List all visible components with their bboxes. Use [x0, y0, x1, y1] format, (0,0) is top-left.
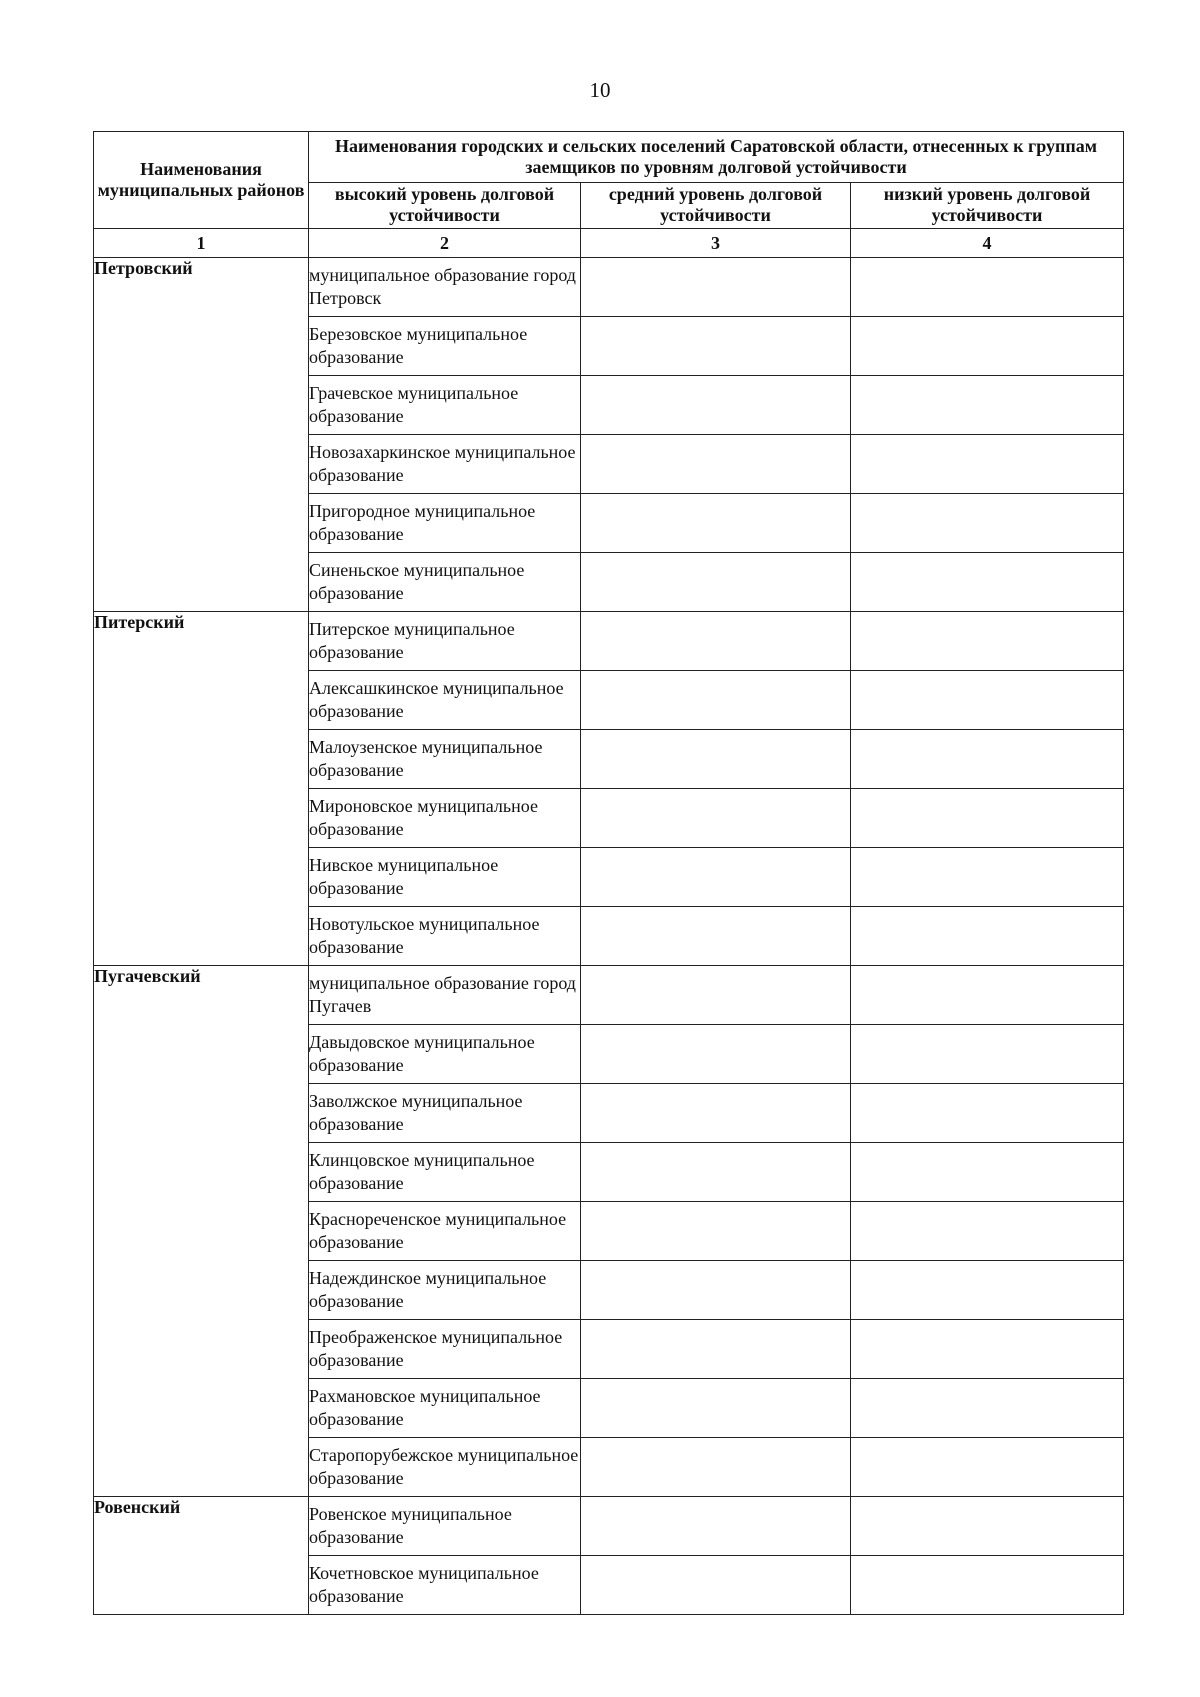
cell-low-level — [851, 1497, 1124, 1556]
cell-medium-level — [581, 907, 851, 966]
settlement-high-level: Новотульское муниципальное образование — [309, 907, 581, 966]
cell-low-level — [851, 789, 1124, 848]
cell-low-level — [851, 966, 1124, 1025]
cell-medium-level — [581, 848, 851, 907]
page-number: 10 — [589, 78, 611, 102]
header-column-number: 3 — [581, 229, 851, 258]
cell-medium-level — [581, 553, 851, 612]
settlement-high-level: Преображенское муниципальное образование — [309, 1320, 581, 1379]
cell-medium-level — [581, 1438, 851, 1497]
cell-medium-level — [581, 1084, 851, 1143]
cell-low-level — [851, 1084, 1124, 1143]
cell-medium-level — [581, 494, 851, 553]
cell-medium-level — [581, 1143, 851, 1202]
settlement-high-level: Малоузенское муниципальное образование — [309, 730, 581, 789]
cell-low-level — [851, 1202, 1124, 1261]
header-low-level: низкий уровень долговой устойчивости — [851, 182, 1124, 228]
settlement-high-level: Рахмановское муниципальное образование — [309, 1379, 581, 1438]
header-column-number: 4 — [851, 229, 1124, 258]
settlement-high-level: муниципальное образование город Пугачев — [309, 966, 581, 1025]
settlement-high-level: Новозахаркинское муниципальное образование — [309, 435, 581, 494]
cell-low-level — [851, 907, 1124, 966]
header-settlement-groups: Наименования городских и сельских поселений Саратовской области, отнесенных к группам заемщиков по уровням долговой устойчивости — [309, 132, 1124, 183]
cell-low-level — [851, 553, 1124, 612]
cell-low-level — [851, 435, 1124, 494]
district-name: Питерский — [94, 612, 309, 966]
settlement-high-level: Нивское муниципальное образование — [309, 848, 581, 907]
cell-low-level — [851, 494, 1124, 553]
settlement-high-level: Кочетновское муниципальное образование — [309, 1556, 581, 1615]
cell-low-level — [851, 1379, 1124, 1438]
cell-low-level — [851, 1143, 1124, 1202]
district-name: Пугачевский — [94, 966, 309, 1497]
header-districts: Наименования муниципальных районов — [94, 132, 309, 229]
table-body — [94, 258, 1124, 1615]
header-column-number: 2 — [309, 229, 581, 258]
cell-medium-level — [581, 789, 851, 848]
header-column-number: 1 — [94, 229, 309, 258]
cell-medium-level — [581, 376, 851, 435]
cell-medium-level — [581, 1202, 851, 1261]
cell-low-level — [851, 612, 1124, 671]
settlement-high-level: Мироновское муниципальное образование — [309, 789, 581, 848]
cell-medium-level — [581, 1497, 851, 1556]
cell-low-level — [851, 730, 1124, 789]
settlement-high-level: Старопорубежское муниципальное образование — [309, 1438, 581, 1497]
settlement-high-level: Надеждинское муниципальное образование — [309, 1261, 581, 1320]
cell-medium-level — [581, 1261, 851, 1320]
table-row — [94, 1497, 1124, 1556]
cell-low-level — [851, 258, 1124, 317]
settlement-high-level: Алексашкинское муниципальное образование — [309, 671, 581, 730]
district-name: Петровский — [94, 258, 309, 612]
cell-low-level — [851, 671, 1124, 730]
table-row — [94, 258, 1124, 317]
settlement-high-level: Синеньское муниципальное образование — [309, 553, 581, 612]
cell-low-level — [851, 317, 1124, 376]
cell-medium-level — [581, 612, 851, 671]
cell-low-level — [851, 1261, 1124, 1320]
cell-medium-level — [581, 435, 851, 494]
settlement-high-level: Ровенское муниципальное образование — [309, 1497, 581, 1556]
cell-low-level — [851, 1320, 1124, 1379]
district-name: Ровенский — [94, 1497, 309, 1615]
debt-sustainability-table — [93, 131, 1124, 1615]
cell-low-level — [851, 376, 1124, 435]
cell-medium-level — [581, 1320, 851, 1379]
settlement-high-level: Краснореченское муниципальное образование — [309, 1202, 581, 1261]
settlement-high-level: Питерское муниципальное образование — [309, 612, 581, 671]
settlement-high-level: Грачевское муниципальное образование — [309, 376, 581, 435]
cell-low-level — [851, 1556, 1124, 1615]
cell-low-level — [851, 1438, 1124, 1497]
settlement-high-level: муниципальное образование город Петровск — [309, 258, 581, 317]
cell-medium-level — [581, 1025, 851, 1084]
header-medium-level: средний уровень долговой устойчивости — [581, 182, 851, 228]
cell-medium-level — [581, 730, 851, 789]
settlement-high-level: Березовское муниципальное образование — [309, 317, 581, 376]
cell-low-level — [851, 848, 1124, 907]
cell-low-level — [851, 1025, 1124, 1084]
cell-medium-level — [581, 317, 851, 376]
settlement-high-level: Заволжское муниципальное образование — [309, 1084, 581, 1143]
cell-medium-level — [581, 258, 851, 317]
table-row — [94, 612, 1124, 671]
settlement-high-level: Клинцовское муниципальное образование — [309, 1143, 581, 1202]
header-high-level: высокий уровень долговой устойчивости — [309, 182, 581, 228]
cell-medium-level — [581, 966, 851, 1025]
cell-medium-level — [581, 671, 851, 730]
cell-medium-level — [581, 1379, 851, 1438]
settlement-high-level: Давыдовское муниципальное образование — [309, 1025, 581, 1084]
table-row — [94, 966, 1124, 1025]
cell-medium-level — [581, 1556, 851, 1615]
settlement-high-level: Пригородное муниципальное образование — [309, 494, 581, 553]
